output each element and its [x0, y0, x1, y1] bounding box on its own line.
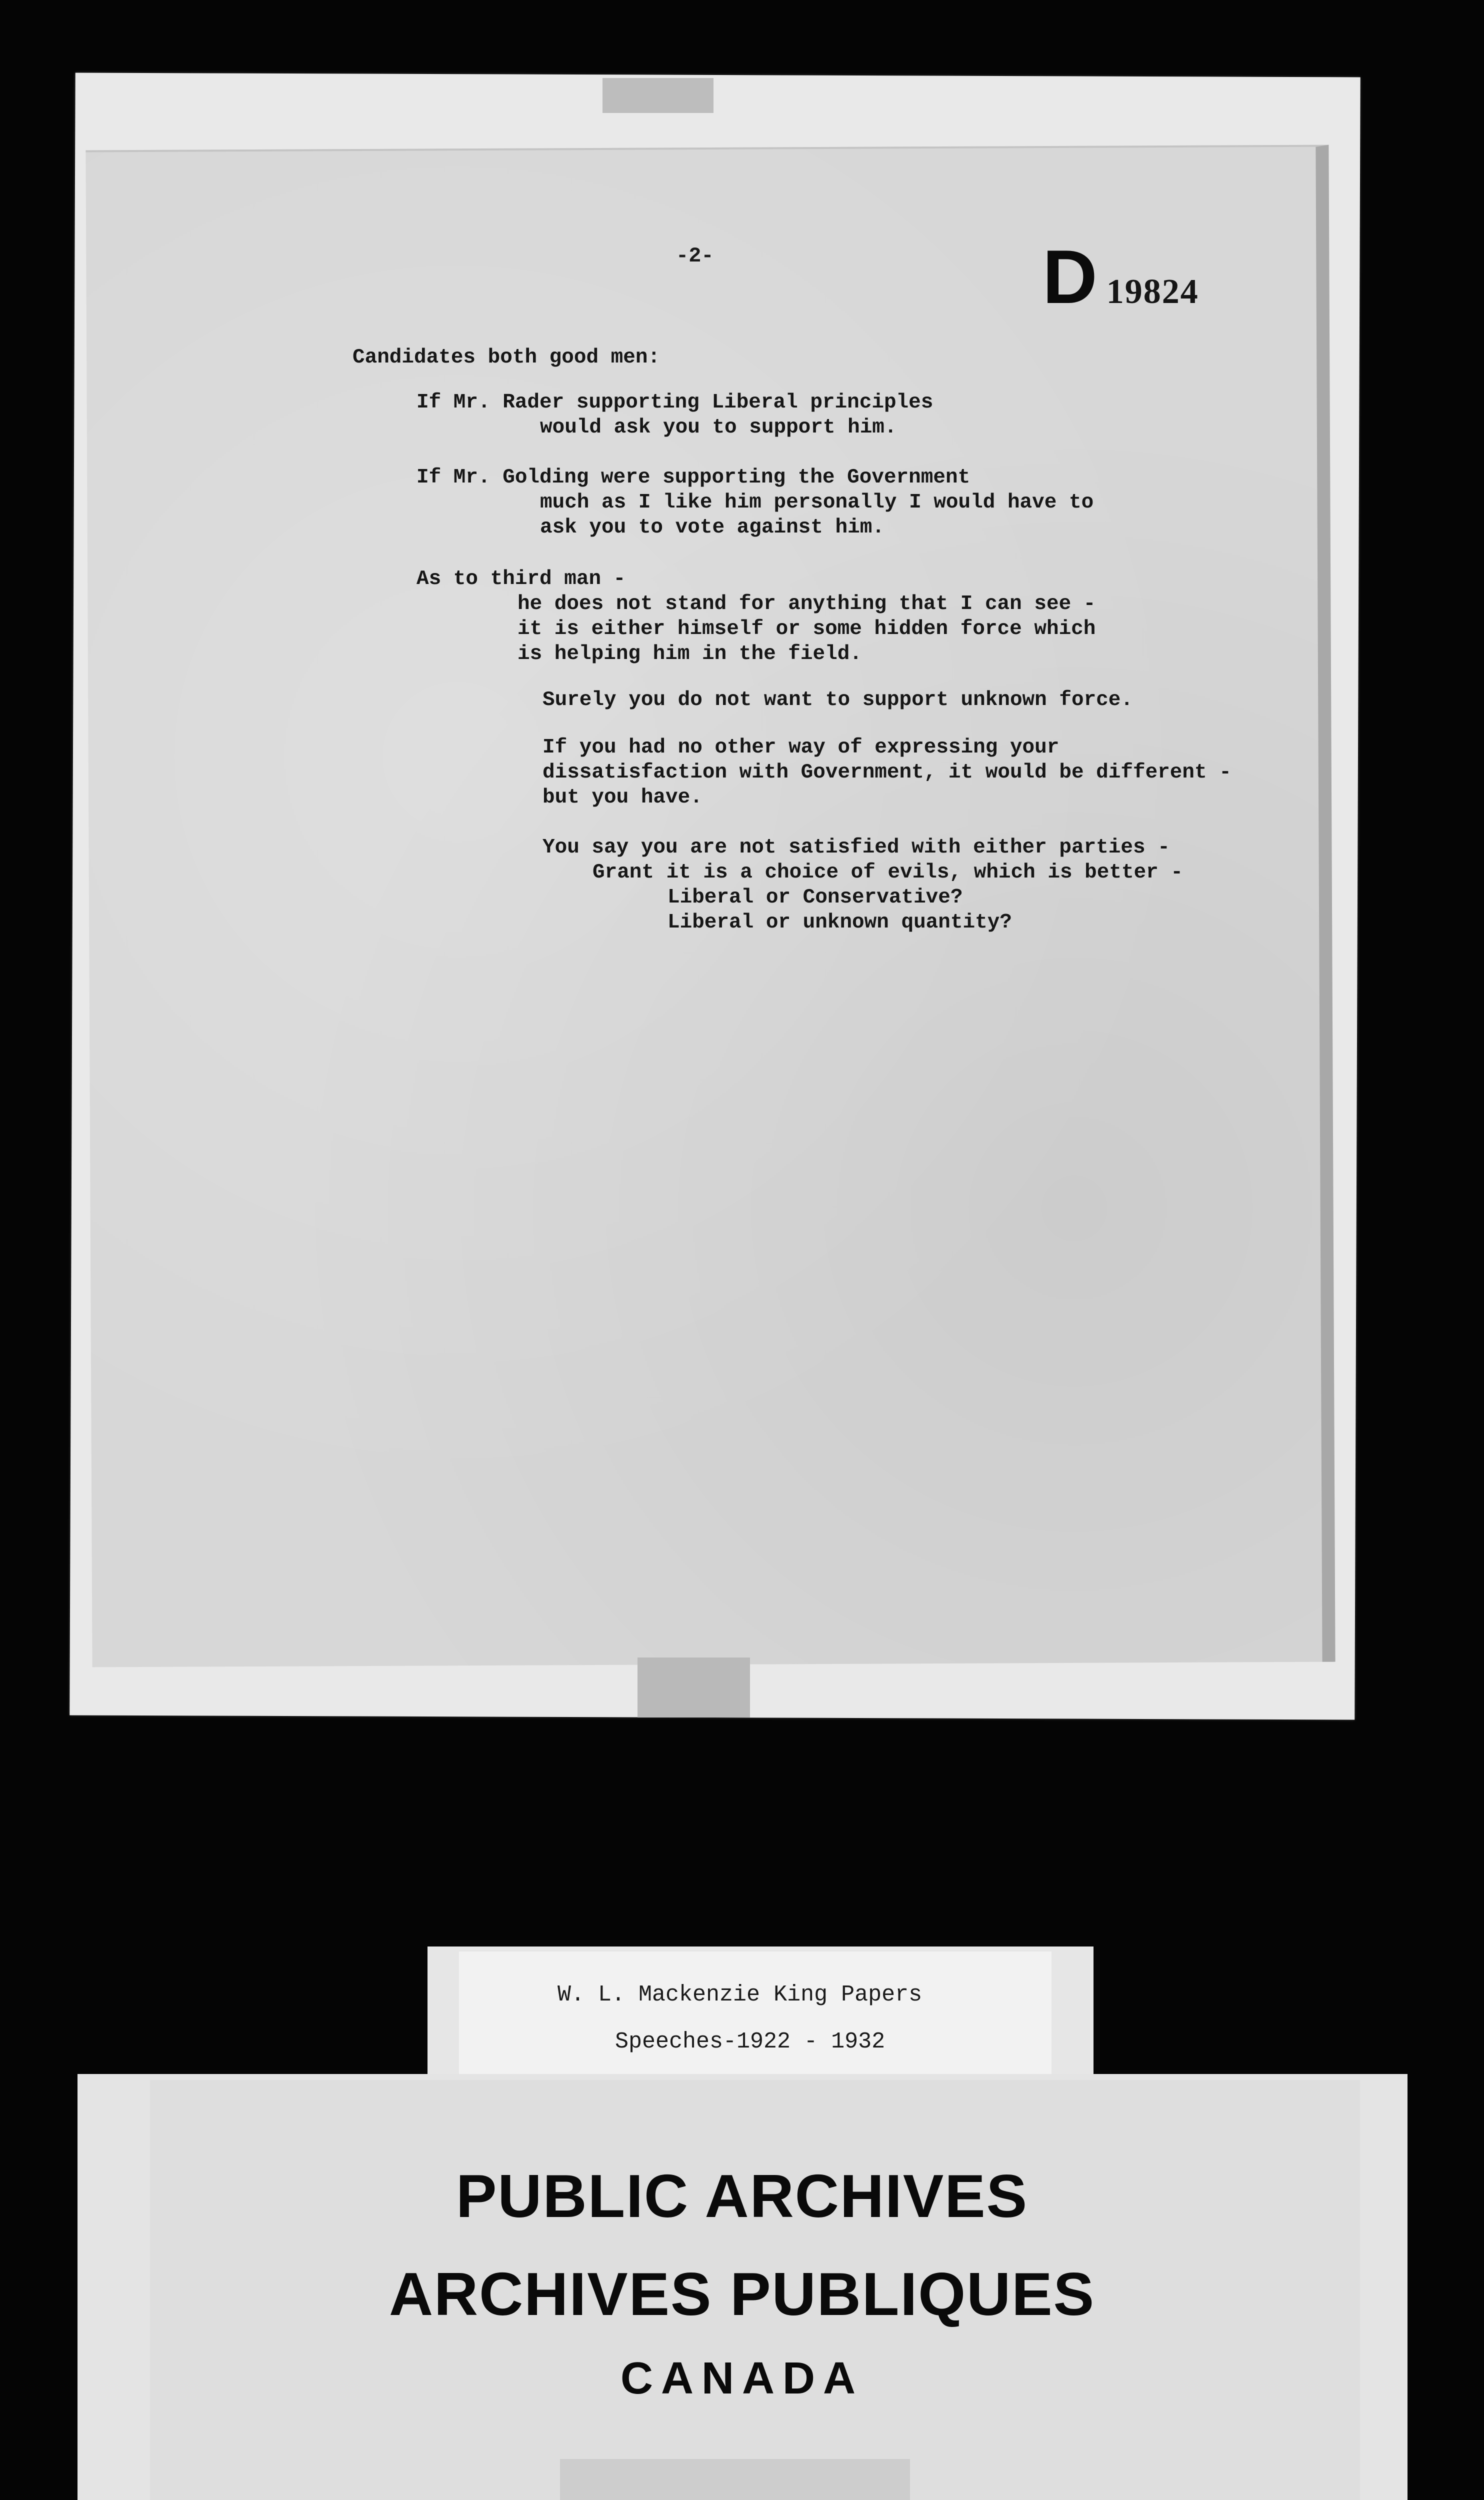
typed-line: Candidates both good men:	[352, 346, 660, 369]
series-name: Speeches-1922 - 1932	[615, 2029, 886, 2054]
typed-line: If Mr. Golding were supporting the Government	[416, 466, 970, 489]
collection-name: W. L. Mackenzie King Papers	[558, 1982, 922, 2008]
card-tape-strip	[560, 2459, 910, 2500]
stamp-number: 19824	[1106, 272, 1199, 311]
typed-line: dissatisfaction with Government, it would be different -	[542, 761, 1232, 784]
archive-country: CANADA	[620, 2354, 864, 2404]
typed-line: If Mr. Rader supporting Liberal principles	[416, 391, 934, 414]
archive-title-english: PUBLIC ARCHIVES	[456, 2162, 1028, 2230]
typed-line: he does not stand for anything that I can see -	[518, 592, 1096, 616]
archive-title-french: ARCHIVES PUBLIQUES	[388, 2260, 1096, 2328]
typed-line: As to third man -	[416, 568, 626, 590]
typed-line: If you had no other way of expressing your	[542, 736, 1060, 759]
typed-line: it is either himself or some hidden force which	[518, 618, 1096, 640]
document-stamp	[1042, 234, 1199, 320]
typed-line: much as I like him personally I would have to	[540, 491, 1094, 514]
typed-line: Grant it is a choice of evils, which is better -	[592, 861, 1183, 884]
stamp-letter: D	[1042, 234, 1098, 320]
tape-strip-top	[602, 78, 714, 113]
typed-line: You say you are not satisfied with either parties -	[542, 836, 1170, 859]
typed-line: is helping him in the field.	[518, 642, 862, 666]
collection-label-paper	[459, 1952, 1052, 2082]
typed-line: but you have.	[542, 786, 702, 809]
typed-line: Liberal or Conservative?	[668, 886, 963, 909]
tape-strip-bottom	[638, 1658, 750, 1718]
typed-line: Liberal or unknown quantity?	[668, 911, 1012, 934]
typed-line: ask you to vote against him.	[540, 516, 884, 539]
typed-line: would ask you to support him.	[540, 416, 897, 439]
page-number: -2-	[676, 244, 714, 268]
typed-line: Surely you do not want to support unknown force.	[542, 688, 1133, 712]
